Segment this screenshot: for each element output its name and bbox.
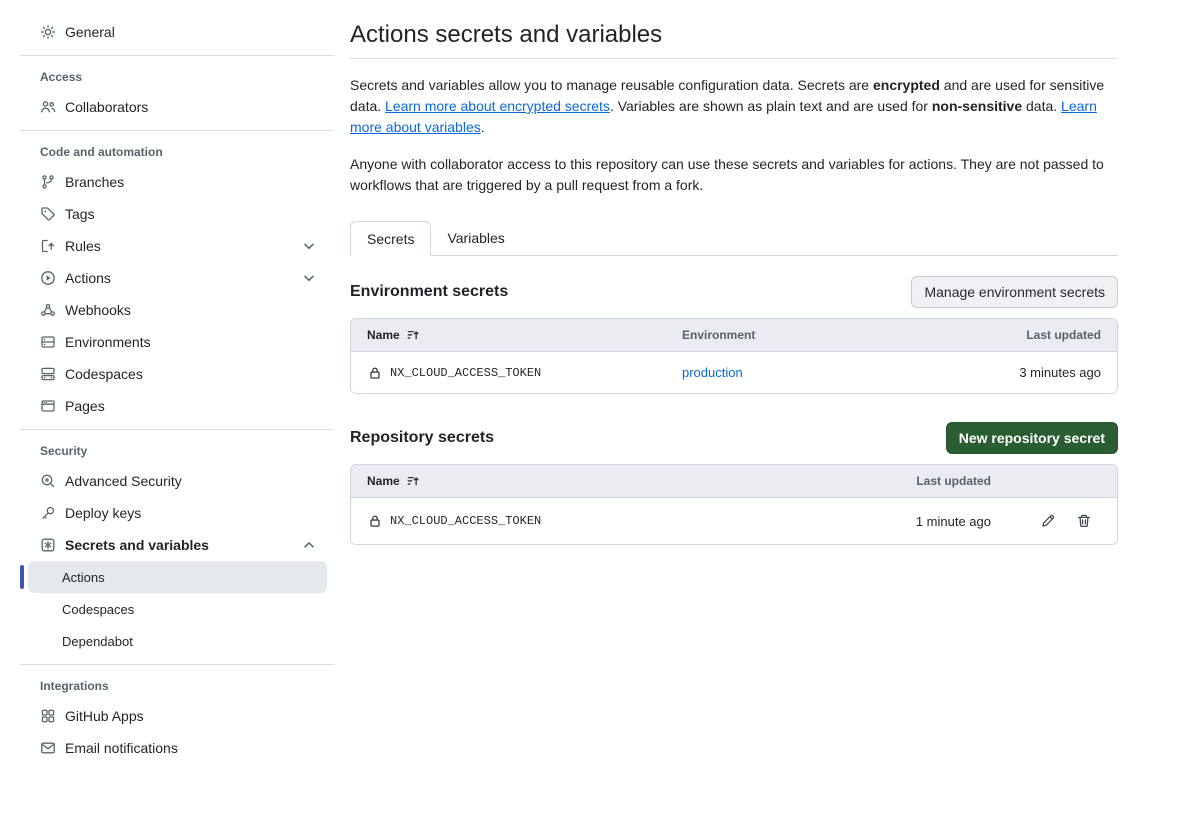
sidebar-item-label: Advanced Security	[65, 473, 182, 489]
intro-text: and are used for sensitive data.	[350, 77, 1105, 114]
last-updated-cell: 1 minute ago	[915, 513, 991, 529]
page-title: Actions secrets and variables	[350, 20, 1118, 59]
active-indicator	[20, 565, 24, 589]
sidebar-item-label: Deploy keys	[65, 505, 142, 521]
intro-bold-encrypted: encrypted	[872, 77, 940, 93]
sidebar-subitem-label: Actions	[62, 569, 105, 585]
sidebar-item-label: Email notifications	[65, 740, 178, 756]
sidebar-section-code-automation: Code and automation	[40, 145, 163, 159]
secret-name: NX_CLOUD_ACCESS_TOKEN	[390, 365, 542, 380]
sidebar-item-label: GitHub Apps	[65, 708, 144, 724]
collaborator-paragraph: Anyone with collaborator access to this repository can use these secrets and variables for actions. They are not passed to workflows that are triggered by a pull request from a fork.	[350, 156, 1104, 193]
sidebar-subitem-actions[interactable]	[28, 561, 327, 593]
sidebar-item-label: Webhooks	[65, 302, 131, 318]
intro-text: Secrets and variables allow you to manage reusable configuration data. Secrets are	[350, 77, 873, 93]
column-header-last-updated: Last updated	[1026, 328, 1101, 342]
link-variables[interactable]: Learn more about variables	[350, 98, 1097, 135]
sidebar-item-label: Branches	[65, 174, 125, 190]
sidebar-subitem-dependabot[interactable]	[28, 625, 327, 657]
sidebar-item-label: Codespaces	[65, 366, 143, 382]
intro-text: data.	[1022, 98, 1062, 114]
tab-secrets[interactable]: Secrets	[350, 221, 431, 256]
sidebar-subitem-label: Codespaces	[62, 601, 135, 617]
sidebar-item-label: Environments	[65, 334, 151, 350]
link-encrypted-secrets[interactable]: Learn more about encrypted secrets	[385, 98, 610, 114]
sidebar-item-label: Collaborators	[65, 99, 149, 115]
sidebar-item-label: Actions	[65, 270, 111, 286]
column-header-label: Name	[367, 328, 400, 342]
repository-secrets-title: Repository secrets	[350, 429, 495, 446]
sidebar-subitem-label: Dependabot	[62, 633, 133, 649]
last-updated-cell: 3 minutes ago	[1019, 365, 1101, 380]
sidebar-section-access: Access	[40, 70, 83, 84]
sidebar-section-security: Security	[40, 444, 88, 458]
environment-secrets-title: Environment secrets	[350, 283, 509, 300]
sidebar-item-label: Tags	[65, 206, 95, 222]
new-repository-secret-button[interactable]: New repository secret	[946, 422, 1118, 454]
tab-variables[interactable]: Variables	[447, 229, 505, 246]
sidebar-item-label: Rules	[65, 238, 101, 254]
intro-bold-non-sensitive: non-sensitive	[931, 98, 1023, 114]
column-header-environment: Environment	[682, 328, 756, 342]
column-header-label: Name	[367, 474, 400, 488]
intro-text: .	[480, 119, 485, 135]
intro-text: . Variables are shown as plain text and are used for	[609, 98, 932, 114]
sidebar-item-label: Pages	[65, 398, 105, 414]
sidebar-section-integrations: Integrations	[40, 679, 109, 693]
manage-environment-secrets-button[interactable]: Manage environment secrets	[911, 276, 1118, 308]
sidebar-item-label: Secrets and variables	[65, 537, 209, 553]
secret-name: NX_CLOUD_ACCESS_TOKEN	[390, 514, 542, 528]
environment-link[interactable]: production	[682, 365, 743, 380]
sidebar-item-label: General	[65, 24, 115, 40]
sidebar-subitem-codespaces[interactable]	[28, 593, 327, 625]
secrets-subnav	[28, 561, 327, 657]
column-header-last-updated: Last updated	[916, 474, 991, 488]
